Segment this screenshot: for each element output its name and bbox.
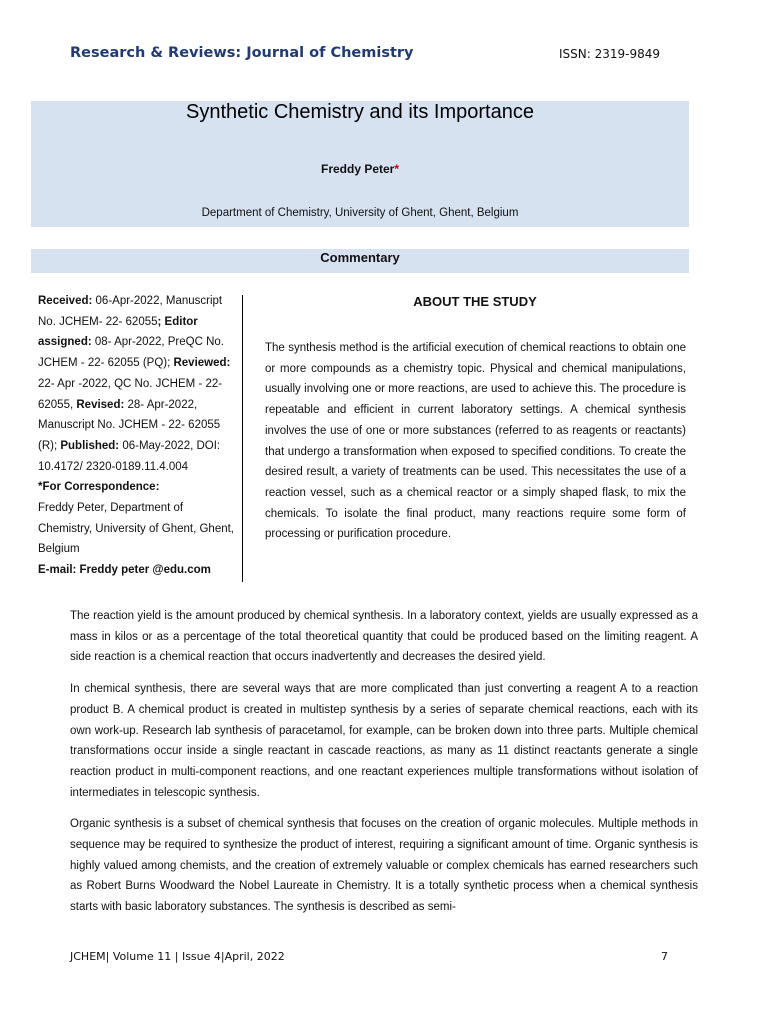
editor-label: ; Editor assigned:: [38, 315, 198, 349]
column-divider: [242, 295, 243, 582]
revised-label: Revised:: [76, 398, 125, 411]
body-text: [70, 606, 698, 929]
reviewed-label: Reviewed:: [173, 357, 231, 370]
article-info: [38, 291, 236, 581]
body-paragraph: The reaction yield is the amount produced by chemical synthesis. In a laboratory context, yields are usually expressed as a mass in kilos or as a percentage of the total theoretical quantity that could be produced based on the limiting reagent. A side reaction is a chemical reaction that occurs inadvertently and decreases the desired yield.: [70, 610, 698, 664]
article-type-block: [31, 249, 689, 273]
issn: ISSN: 2319-9849: [559, 47, 661, 61]
editor-value: 08- Apr-2022, PreQC No. JCHEM - 22- 62055 (PQ);: [38, 336, 224, 370]
correspondence-value: Freddy Peter, Department of Chemistry, University of Ghent, Ghent, Belgium: [38, 502, 234, 556]
email-line[interactable]: E-mail: Freddy peter @edu.com: [38, 564, 211, 577]
about-text: The synthesis method is the artificial execution of chemical reactions to obtain one or more compounds as a chemistry topic. Physical and chemical manipulations, usually involving one or more reactions, are used to achieve this. The procedure is repeatable and efficient in current laboratory settings. A chemical synthesis involves the use of one or more substances (referred to as reagents or reactants) that undergo a transformation when exposed to specified conditions. To create the desired result, a variety of treatments can be used. This necessitates the use of a reaction vessel, such as a chemical reactor or a simply shaped flask, to mix the chemicals. To isolate the final product, many reactions require some form of processing or purification procedure.: [265, 342, 686, 541]
journal-name: Research & Reviews: Journal of Chemistry: [70, 45, 414, 61]
author-mark: *: [394, 162, 400, 176]
received-label: Received:: [38, 295, 93, 307]
body-paragraph: Organic synthesis is a subset of chemical synthesis that focuses on the creation of organic molecules. Multiple methods in sequence may be required to synthesize the product of interest, requiring a significant amount of time. Organic synthesis is highly valued among chemists, and the creation of extremely valuable or complex chemicals has earned researchers such as Robert Burns Woodward the Nobel Laureate in Chemistry. It is a totally synthetic process when a chemical synthesis starts with basic laboratory substances. The synthesis is described as semi-: [70, 818, 698, 914]
footer-citation: JCHEM| Volume 11 | Issue 4|April, 2022: [70, 950, 285, 963]
revised-value: 28- Apr-2022, Manuscript No. JCHEM - 22- 62055 (R);: [38, 398, 221, 452]
title-block: [31, 101, 689, 227]
published-value: 06-May-2022, DOI: 10.4172/ 2320-0189.11.4.004: [38, 439, 221, 473]
body-paragraph: In chemical synthesis, there are several ways that are more complicated than just converting a reagent A to a reaction product B. A chemical product is created in multistep synthesis by a series of separate chemical reactions, each with its own work-up. Research lab synthesis of paracetamol, for example, can be broken down into three parts. Multiple chemical transformations occur inside a single reactant in cascade reactions, as many as 11 distinct reactants generate a single reaction product in multi-component reactions, and one reactant experiences multiple transformations without isolation of intermediates in telescopic synthesis.: [70, 683, 698, 799]
author-name: Freddy Peter: [320, 162, 395, 176]
article-title: Synthetic Chemistry and its Importance: [186, 101, 534, 123]
correspondence-label: *For Correspondence:: [38, 481, 160, 494]
reviewed-value: 22- Apr -2022, QC No. JCHEM - 22-62055,: [38, 377, 223, 411]
published-label: Published:: [60, 439, 120, 452]
received-value: 06-Apr-2022, Manuscript No. JCHEM- 22- 62055: [38, 295, 223, 328]
author-line: [31, 162, 689, 176]
article-type: Commentary: [320, 250, 400, 265]
affiliation: Department of Chemistry, University of Ghent, Ghent, Belgium: [201, 207, 519, 219]
about-heading: ABOUT THE STUDY: [413, 294, 537, 309]
page-number: 7: [661, 950, 668, 963]
